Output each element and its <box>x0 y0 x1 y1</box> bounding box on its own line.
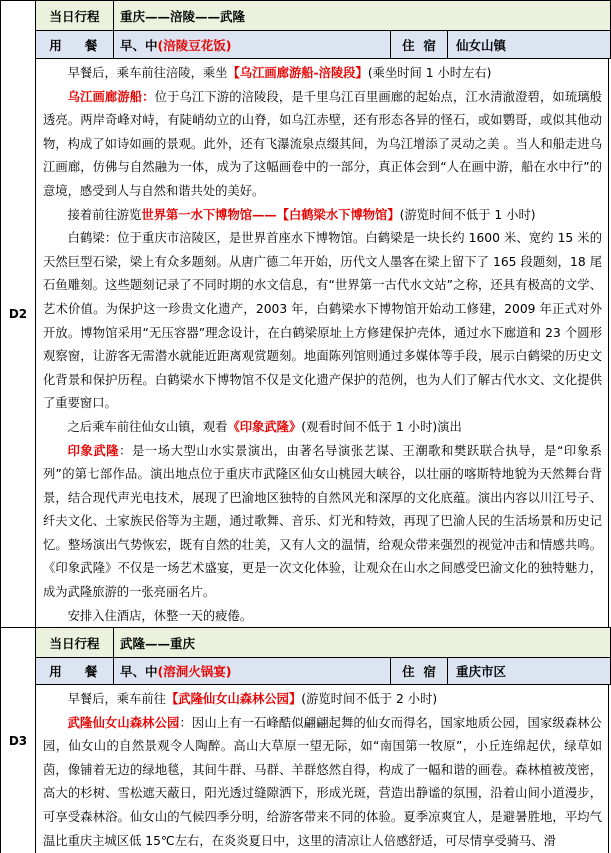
paragraph: 武隆仙女山森林公园：因山上有一石峰酷似翩翩起舞的仙女而得名，国家地质公园，国家级森林公园，仙女山的自然景观令人陶醉。高山大草原一望无际，如“南国第一牧原”，小丘连绵起伏，绿草如茵，像铺着无边的绿地毯，其间牛群、马群、羊群悠然自得，构成了一幅和谐的画卷。森林植被茂密，高大的杉树、雪松遮天蔽日，阳光透过缝隙洒下，形成光斑，营造出静谧的氛围，沿着山间小道漫步，可享受森林浴。仙女山的气候四季分明，给游客带来不同的体验。夏季凉爽宜人，是避暑胜地，平均气温比重庆主城区低 15℃左右，在炎炎夏日中，这里的清凉让人倍感舒适，可尽情享受骑马、滑 <box>43 715 602 848</box>
stay-value: 仙女山镇 <box>456 37 507 53</box>
day-description <box>37 59 609 627</box>
itinerary-label: 当日行程 <box>36 628 114 657</box>
day-label-cell <box>0 0 36 627</box>
meals-value <box>114 662 390 680</box>
day-description <box>37 685 609 853</box>
paragraph: 印象武隆：是一场大型山水实景演出，由著名导演张艺谋、王潮歌和樊跃联合执导，是“印象系列”的第七部作品。演出地点位于重庆市武隆区仙女山桃园大峡谷，以壮丽的喀斯特地貌为天然舞台背景，结合现代声光电技术，展现了巴渝地区独特的自然风光和深厚的文化底蕴。演出内容以川江号子、纤夫文化、土家族民俗等为主题，通过歌舞、音乐、灯光和特效，再现了巴渝人民的生活场景和历史记忆。整场演出气势恢宏，既有自然的壮美，又有人文的温情，给观众带来强烈的视觉冲击和情感共鸣。《印象武隆》不仅是一场艺术盛宴，更是一次文化体验，让观众在山水之间感受巴渝文化的独特魅力，成为武隆旅游的一张亮丽名片。 <box>43 443 602 600</box>
day-label: D2 <box>8 307 28 321</box>
stay-value: 重庆市区 <box>456 664 507 679</box>
paragraph: 之后乘车前往仙女山镇，观看《印象武隆》(观看时间不低于 1 小时)演出 <box>67 419 462 434</box>
paragraph: 早餐后，乘车前往涪陵，乘坐【乌江画廊游船-涪陵段】(乘坐时间 1 小时左右) <box>67 66 492 80</box>
paragraph: 白鹤梁：位于重庆市涪陵区，是世界首座水下博物馆。白鹤梁是一块长约 1600 米、宽约 15 米的天然巨型石梁，梁上有众多题刻。从唐广德二年开始，历代文人墨客在梁上留下了 165 段题刻，18 尾石鱼雕刻。这些题刻记录了不同时期的水文信息，有“世界第一古代水文站”之称，还具有极高的文学、艺术价值。为保护这一珍贵文化遗产，2003 年，白鹤梁水下博物馆开始动工修建，2009 年正式对外开放。博物馆采用“无压容器”理念设计，在白鹤梁原址上方修建保护壳体，通过水下廊道和 23 个圆形观察窗，让游客无需潜水就能近距离观赏题刻。地面陈列馆则通过多媒体等手段，展示白鹤梁的历史文化背景和保护历程。白鹤梁水下博物馆不仅是文化遗产保护的范例，也为人们了解古代水文、文化提供了重要窗口。 <box>43 231 602 411</box>
day-label-cell <box>0 627 36 853</box>
stay-label: 住 宿 <box>390 31 448 58</box>
meals-stay-row <box>36 31 611 59</box>
day-label: D3 <box>8 733 28 748</box>
route-text: 重庆——涪陵——武隆 <box>120 8 246 24</box>
meals-value <box>114 36 390 54</box>
meals-label: 用 餐 <box>36 31 114 58</box>
meals-special: (涪陵豆花饭) <box>157 37 232 53</box>
paragraph: 接着前往游览世界第一水下博物馆——【白鹤梁水下博物馆】(游览时间不低于 1 小时) <box>67 207 536 222</box>
meals-text: 早、中 <box>120 664 158 679</box>
paragraph: 安排入住酒店，休整一天的疲倦。 <box>67 608 253 623</box>
itinerary-label: 当日行程 <box>36 1 114 30</box>
route-header-row <box>36 0 611 31</box>
meals-special: (溶洞火锅宴) <box>157 664 232 679</box>
route-text: 武隆——重庆 <box>120 635 196 651</box>
meals-label: 用 餐 <box>36 658 114 684</box>
route-header-row <box>36 627 611 658</box>
meals-stay-row <box>36 658 611 685</box>
meals-text: 早、中 <box>120 37 158 53</box>
paragraph: 乌江画廊游船：位于乌江下游的涪陵段，是千里乌江百里画廊的起始点，江水清澈澄碧，如琉璃般透亮。两岸奇峰对峙，有陡峭幼立的山脊，如乌江赤壁，还有形态各异的怪石，或如鹦哥，或似其他动物，构成了如诗如画的景观。此外，还有飞瀑流泉点缀其间，为乌江增添了灵动之美 。当人和船走进乌江画廊，仿佛与自然融为一体，成为了这幅画卷中的一部分，真正体会到“人在画中游，船在水中行”的意境，感受到人与自然和谐共处的美好。 <box>43 89 602 198</box>
stay-label: 住 宿 <box>390 658 448 684</box>
paragraph: 早餐后，乘车前往【武隆仙女山森林公园】(游览时间不低于 2 小时) <box>67 692 438 706</box>
